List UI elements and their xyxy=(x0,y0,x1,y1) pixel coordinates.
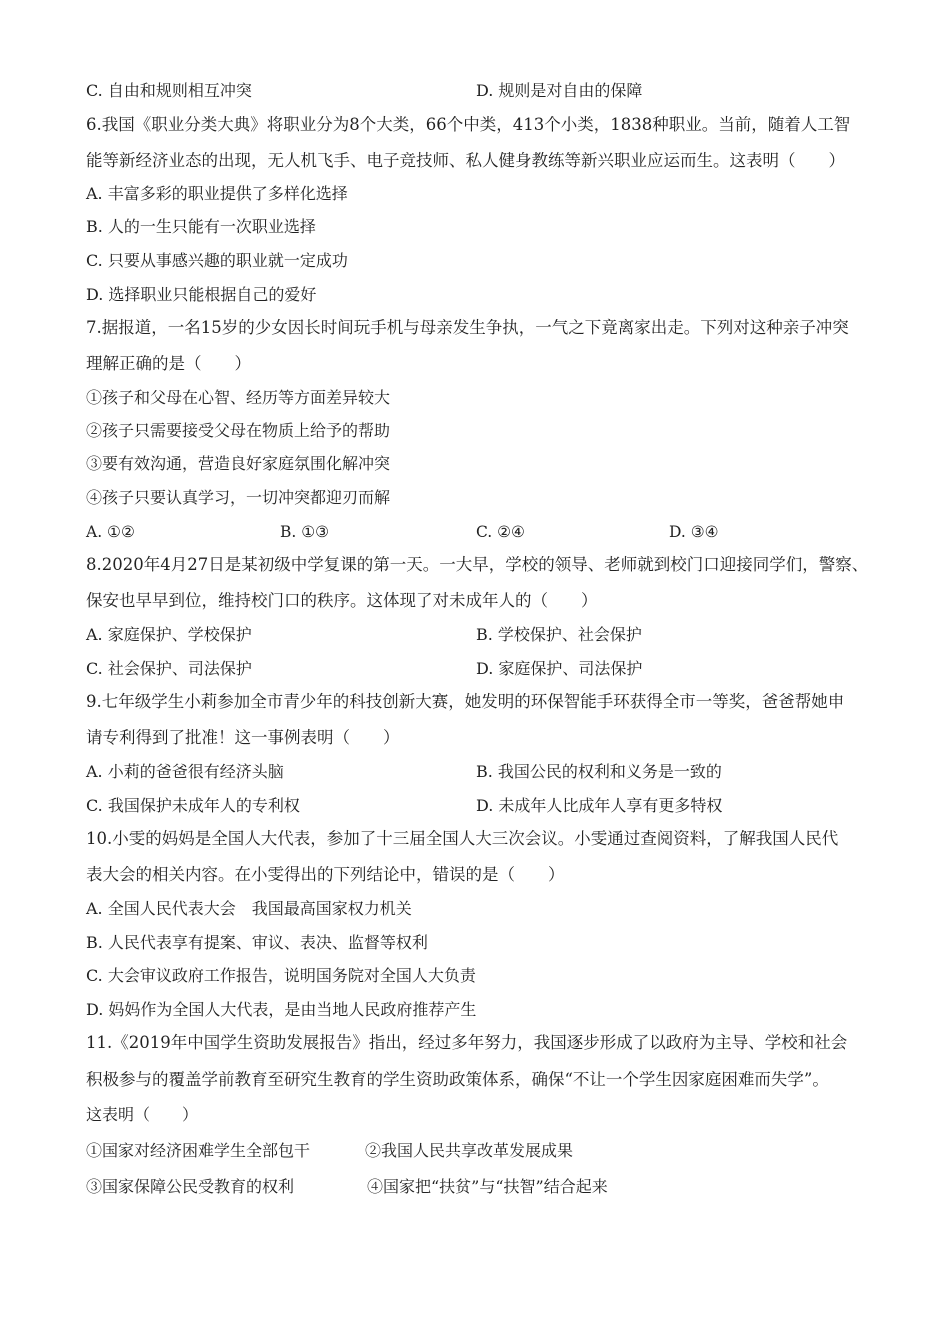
q9-option-a: A. 小莉的爸爸很有经济头脑 xyxy=(86,762,284,781)
q8-option-b: B. 学校保护、社会保护 xyxy=(476,625,642,644)
q7-option-b: B. ①③ xyxy=(280,523,330,541)
q9-option-c: C. 我国保护未成年人的专利权 xyxy=(86,796,300,815)
q9-option-d: D. 未成年人比成年人享有更多特权 xyxy=(476,796,723,815)
q10-stem-line-1: 10.小雯的妈妈是全国人大代表，参加了十三届全国人大三次会议。小雯通过查阅资料，了解我国人民代 xyxy=(86,829,839,848)
q5-option-d: D. 规则是对自由的保障 xyxy=(476,81,643,100)
q7-statement-3: ③要有效沟通，营造良好家庭氛围化解冲突 xyxy=(86,454,391,473)
q7-option-c: C. ②④ xyxy=(476,523,525,541)
q9-stem-line-1: 9.七年级学生小莉参加全市青少年的科技创新大赛，她发明的环保智能手环获得全市一等奖，爸爸帮她申 xyxy=(86,692,845,711)
q10-option-d: D. 妈妈作为全国人大代表，是由当地人民政府推荐产生 xyxy=(86,1000,477,1019)
q9-stem-line-2: 请专利得到了批准！这一事例表明（ ） xyxy=(86,728,400,747)
q10-option-a: A. 全国人民代表大会 我国最高国家权力机关 xyxy=(86,899,412,918)
q5-option-c: C. 自由和规则相互冲突 xyxy=(86,81,252,100)
q7-stem-line-1: 7.据报道，一名15岁的少女因长时间玩手机与母亲发生争执，一气之下竟离家出走。下列对这种亲子冲突 xyxy=(86,318,849,337)
q7-stem-line-2: 理解正确的是（ ） xyxy=(86,354,251,373)
q6-option-a: A. 丰富多彩的职业提供了多样化选择 xyxy=(86,184,348,203)
q7-statement-2: ②孩子只需要接受父母在物质上给予的帮助 xyxy=(86,421,391,440)
q11-stem-line-3: 这表明（ ） xyxy=(86,1105,199,1124)
q7-option-d: D. ③④ xyxy=(669,523,719,541)
q7-statement-4: ④孩子只要认真学习，一切冲突都迎刃而解 xyxy=(86,488,391,507)
q10-stem-line-2: 表大会的相关内容。在小雯得出的下列结论中，错误的是（ ） xyxy=(86,865,565,884)
q6-option-b: B. 人的一生只能有一次职业选择 xyxy=(86,217,316,236)
q6-option-c: C. 只要从事感兴趣的职业就一定成功 xyxy=(86,251,348,270)
q11-statement-2: ②我国人民共享改革发展成果 xyxy=(365,1141,574,1160)
q8-stem-line-2: 保安也早早到位，维持校门口的秩序。这体现了对未成年人的（ ） xyxy=(86,591,598,610)
q7-option-a: A. ①② xyxy=(86,523,135,541)
q11-stem-line-1: 11.《2019年中国学生资助发展报告》指出，经过多年努力，我国逐步形成了以政府为主导、学校和社会 xyxy=(86,1033,848,1052)
q8-option-c: C. 社会保护、司法保护 xyxy=(86,659,252,678)
q11-statement-3: ③国家保障公民受教育的权利 xyxy=(86,1177,295,1196)
q11-statement-4: ④国家把“扶贫”与“扶智”结合起来 xyxy=(367,1177,608,1196)
q6-option-d: D. 选择职业只能根据自己的爱好 xyxy=(86,285,317,304)
q8-option-d: D. 家庭保护、司法保护 xyxy=(476,659,643,678)
q8-stem-line-1: 8.2020年4月27日是某初级中学复课的第一天。一大早，学校的领导、老师就到校门口迎接同学们，警察、 xyxy=(86,555,869,574)
q8-option-a: A. 家庭保护、学校保护 xyxy=(86,625,252,644)
q10-option-c: C. 大会审议政府工作报告，说明国务院对全国人大负责 xyxy=(86,966,476,985)
q10-option-b: B. 人民代表享有提案、审议、表决、监督等权利 xyxy=(86,933,428,952)
q11-stem-line-2: 积极参与的覆盖学前教育至研究生教育的学生资助政策体系，确保“不让一个学生因家庭困难而失学”。 xyxy=(86,1070,829,1089)
q6-stem-line-1: 6.我国《职业分类大典》将职业分为8个大类，66个中类，413个小类，1838种职业。当前，随着人工智 xyxy=(86,115,851,134)
q9-option-b: B. 我国公民的权利和义务是一致的 xyxy=(476,762,722,781)
q6-stem-line-2: 能等新经济业态的出现，无人机飞手、电子竞技师、私人健身教练等新兴职业应运而生。这表明（ ） xyxy=(86,151,845,170)
q7-statement-1: ①孩子和父母在心智、经历等方面差异较大 xyxy=(86,388,391,407)
q11-statement-1: ①国家对经济困难学生全部包干 xyxy=(86,1141,311,1160)
